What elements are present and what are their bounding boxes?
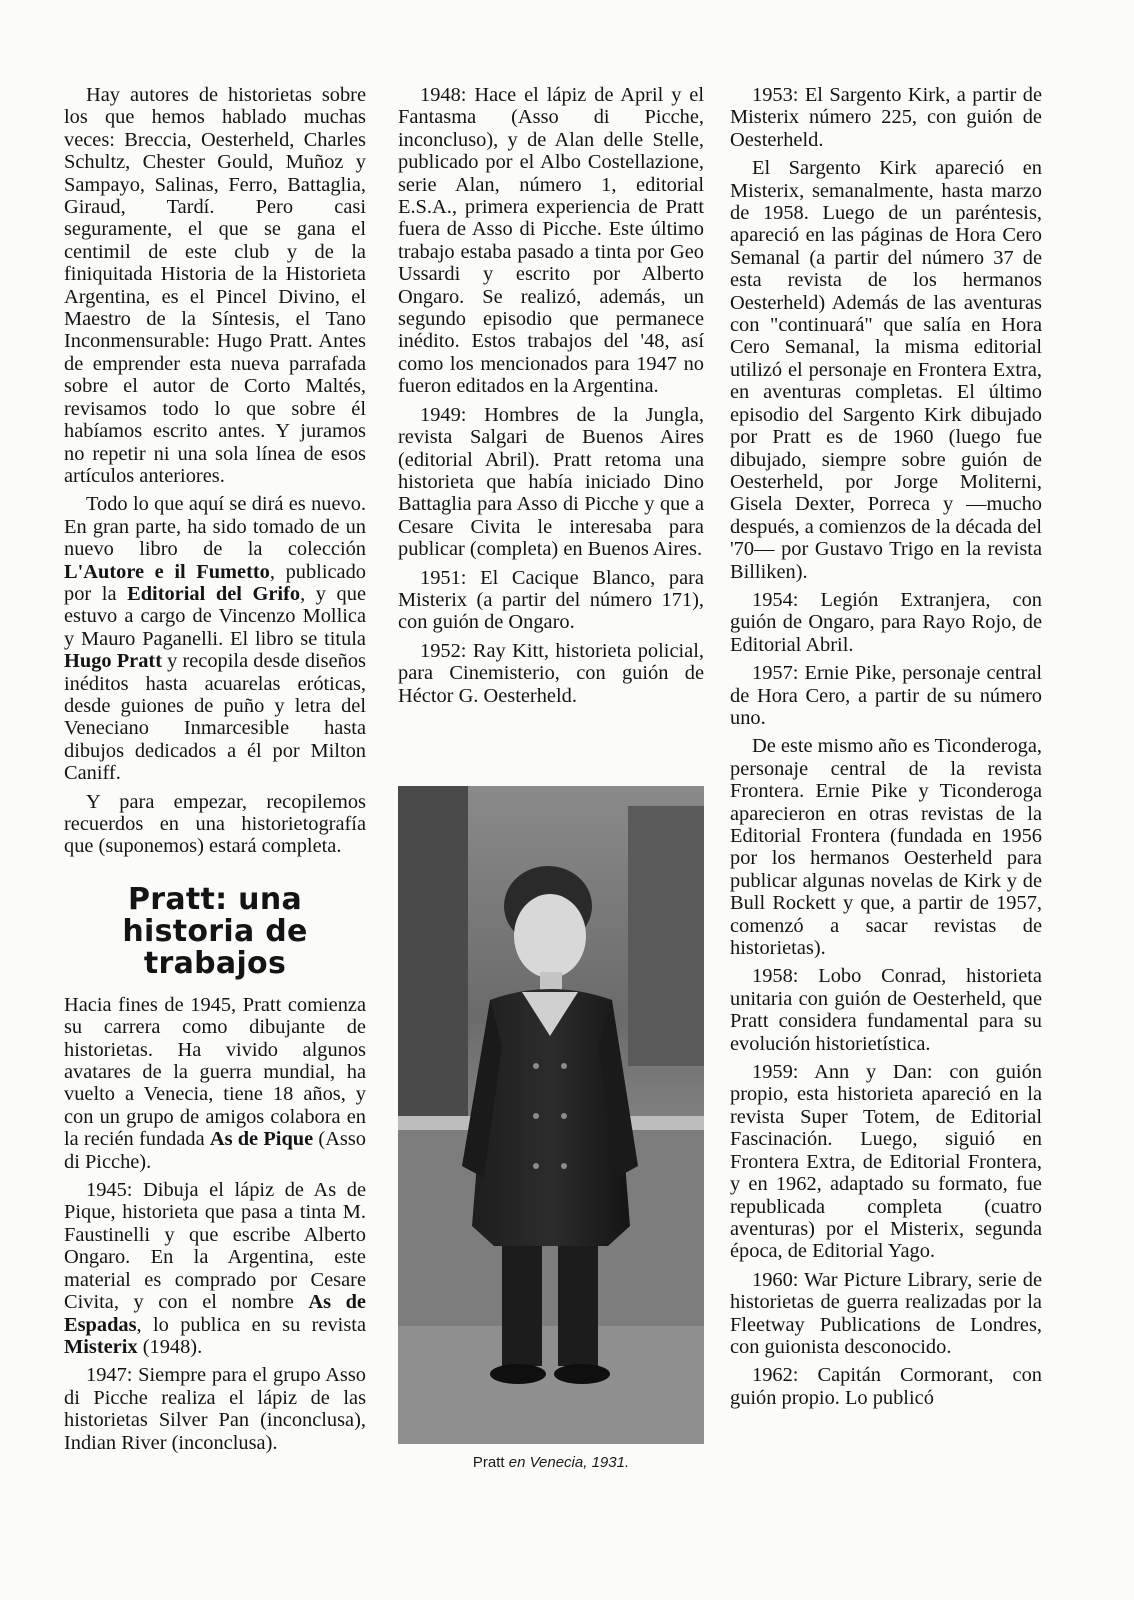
text-column-2 bbox=[398, 84, 704, 713]
text-column-1 bbox=[64, 84, 366, 1460]
paragraph-career-start bbox=[64, 994, 366, 1173]
paragraph-book bbox=[64, 493, 366, 784]
section-heading: Pratt: una historia de trabajos bbox=[122, 881, 308, 981]
series-name: As de Espadas bbox=[64, 1291, 366, 1336]
text-span: , lo publica en su revista bbox=[136, 1313, 366, 1336]
publisher-name: Editorial del Grifo bbox=[127, 582, 301, 605]
paragraph-ticonderoga: De este mismo año es Ticonderoga, personaje central de la revista Frontera. Ernie Pike y Ticonderoga aparecieron en otras revistas de la Editorial Frontera (fundada en 1956 por los hermanos Oesterheld para publicar algunas novelas de Kirk y de Bull Rockett y que, a partir de 1957, comenzó a sacar revistas de historietas). bbox=[730, 735, 1042, 960]
caption-name: Pratt bbox=[472, 1454, 505, 1471]
text-span: y recopila desde diseños inéditos hasta acuarelas eróticas, desde guiones de puño y letra del Veneciano Inmarcesible hasta dibujos dedicados a él por Milton Caniff. bbox=[64, 650, 366, 785]
paragraph-1959: 1959: Ann y Dan: con guión propio, esta historieta apareció en la revista Super Totem, de Editorial Fascinación. Luego, siguió en Frontera Extra, de Editorial Frontera, y en 1962, adaptado su formato, fue republicada completa (cuatro aventuras) por el Misterix, segunda época, de Editorial Yago. bbox=[730, 1061, 1042, 1263]
text-span: 1945: Dibuja el lápiz de As de Pique, historieta que pasa a tinta M. Faustinelli y que escribe Alberto Ongaro. En la Argentina, este material es comprado por Cesare Civita, y con el nombre bbox=[64, 1179, 366, 1314]
paragraph-1948: 1948: Hace el lápiz de April y el Fantasma (Asso di Picche, inconcluso), y de Alan delle Stelle, publicado por el Albo Costellazione, serie Alan, número 1, editorial E.S.A., primera experiencia de Pratt fuera de Asso di Picche. Este último trabajo estaba pasado a tinta por Geo Ussardi y escrito por Alberto Ongaro. Se realizó, además, un segundo episodio que permanece inédito. Estos trabajos del '48, así como los mencionados para 1947 no fueron editados en la Argentina. bbox=[398, 84, 704, 398]
book-title: Hugo Pratt bbox=[64, 650, 163, 673]
paragraph-kirk: El Sargento Kirk apareció en Misterix, semanalmente, hasta marzo de 1958. Luego de un paréntesis, apareció en las páginas de Hora Cero Semanal (a partir del número 37 de esta revista de los hermanos Oesterheld) Además de las aventuras con "continuará" que salía en Hora Cero Semanal, la misma editorial utilizó el personaje en Frontera Extra, en aventuras completas. El último episodio del Sargento Kirk dibujado por Pratt es de 1960 (luego fue dibujado, siempre sobre guión de Oesterheld, por Jorge Moliterni, Gisela Dexter, Porreca y —mucho después, a comienzos de la década del '70— por Gustavo Trigo en la revista Billiken). bbox=[730, 157, 1042, 583]
paragraph-1954: 1954: Legión Extranjera, con guión de Ongaro, para Rayo Rojo, de Editorial Abril. bbox=[730, 588, 1042, 656]
magazine-name: As de Pique bbox=[209, 1128, 314, 1151]
text-span: Todo lo que aquí se dirá es nuevo. En gran parte, ha sido tomado de un nuevo libro de la colección bbox=[64, 493, 366, 561]
paragraph-start: Y para empezar, recopilemos recuerdos en una historietografía que (suponemos) estará completa. bbox=[64, 790, 366, 858]
photo-illustration bbox=[398, 786, 704, 1444]
paragraph-1949: 1949: Hombres de la Jungla, revista Salgari de Buenos Aires (editorial Abril). Pratt retoma una historieta que había iniciado Dino Battaglia para Asso di Picche y que a Cesare Civita le interesaba para publicar (completa) en Buenos Aires. bbox=[398, 403, 704, 561]
caption-place-date: en Venecia, 1931. bbox=[508, 1454, 630, 1471]
magazine-name: Misterix bbox=[64, 1335, 138, 1358]
book-series-title: L'Autore e il Fumetto bbox=[64, 560, 270, 583]
paragraph-1945 bbox=[64, 1179, 366, 1358]
paragraph-1953: 1953: El Sargento Kirk, a partir de Misterix número 225, con guión de Oesterheld. bbox=[730, 84, 1042, 151]
text-column-3 bbox=[730, 84, 1042, 1415]
paragraph-1958: 1958: Lobo Conrad, historieta unitaria con guión de Oesterheld, que Pratt considera fundamental para su evolución historietística. bbox=[730, 965, 1042, 1055]
paragraph-1947: 1947: Siempre para el grupo Asso di Picche realiza el lápiz de las historietas Silver Pan (inconclusa), Indian River (inconclusa). bbox=[64, 1364, 366, 1454]
photo-caption bbox=[398, 1454, 704, 1471]
paragraph-1952: 1952: Ray Kitt, historieta policial, para Cinemisterio, con guión de Héctor G. Oesterheld. bbox=[398, 639, 704, 707]
paragraph-1962: 1962: Capitán Cormorant, con guión propio. Lo publicó bbox=[730, 1364, 1042, 1409]
paragraph-1960: 1960: War Picture Library, serie de historietas de guerra realizadas por la Fleetway Publications de Londres, con guionista desconocido. bbox=[730, 1268, 1042, 1358]
text-span: (Asso di Picche). bbox=[64, 1128, 366, 1173]
text-span: Hacia fines de 1945, Pratt comienza su carrera como dibujante de historietas. Ha vivido algunos avatares de la guerra mundial, ha vuelto a Venecia, tiene 18 años, y con un grupo de amigos colabora en la recién fundada bbox=[64, 993, 366, 1151]
paragraph-intro: Hay autores de historietas sobre los que hemos hablado muchas veces: Breccia, Oesterheld, Charles Schultz, Chester Gould, Muñoz y Sampayo, Salinas, Ferro, Battaglia, Giraud, Tardí. Pero casi seguramente, el que se gana el centimil de este club y de la finiquitada Historia de la Historieta Argentina, es el Pincel Divino, el Maestro de la Síntesis, el Tano Inconmensurable: Hugo Pratt. Antes de emprender esta nueva parrafada sobre el autor de Corto Maltés, revisamos todo lo que sobre él habíamos escrito antes. Y juramos no repetir ni una sola línea de esos artículos anteriores. bbox=[64, 84, 366, 487]
text-span: (1948). bbox=[137, 1335, 203, 1358]
photo-pratt-venice bbox=[398, 786, 704, 1444]
paragraph-1957: 1957: Ernie Pike, personaje central de Hora Cero, a partir de su número uno. bbox=[730, 662, 1042, 729]
paragraph-1951: 1951: El Cacique Blanco, para Misterix (a partir del número 171), con guión de Ongaro. bbox=[398, 566, 704, 634]
text-span: , y que estuvo a cargo de Vincenzo Mollica y Mauro Paganelli. El libro se titula bbox=[64, 582, 367, 650]
text-span: , publicado por la bbox=[64, 560, 366, 605]
